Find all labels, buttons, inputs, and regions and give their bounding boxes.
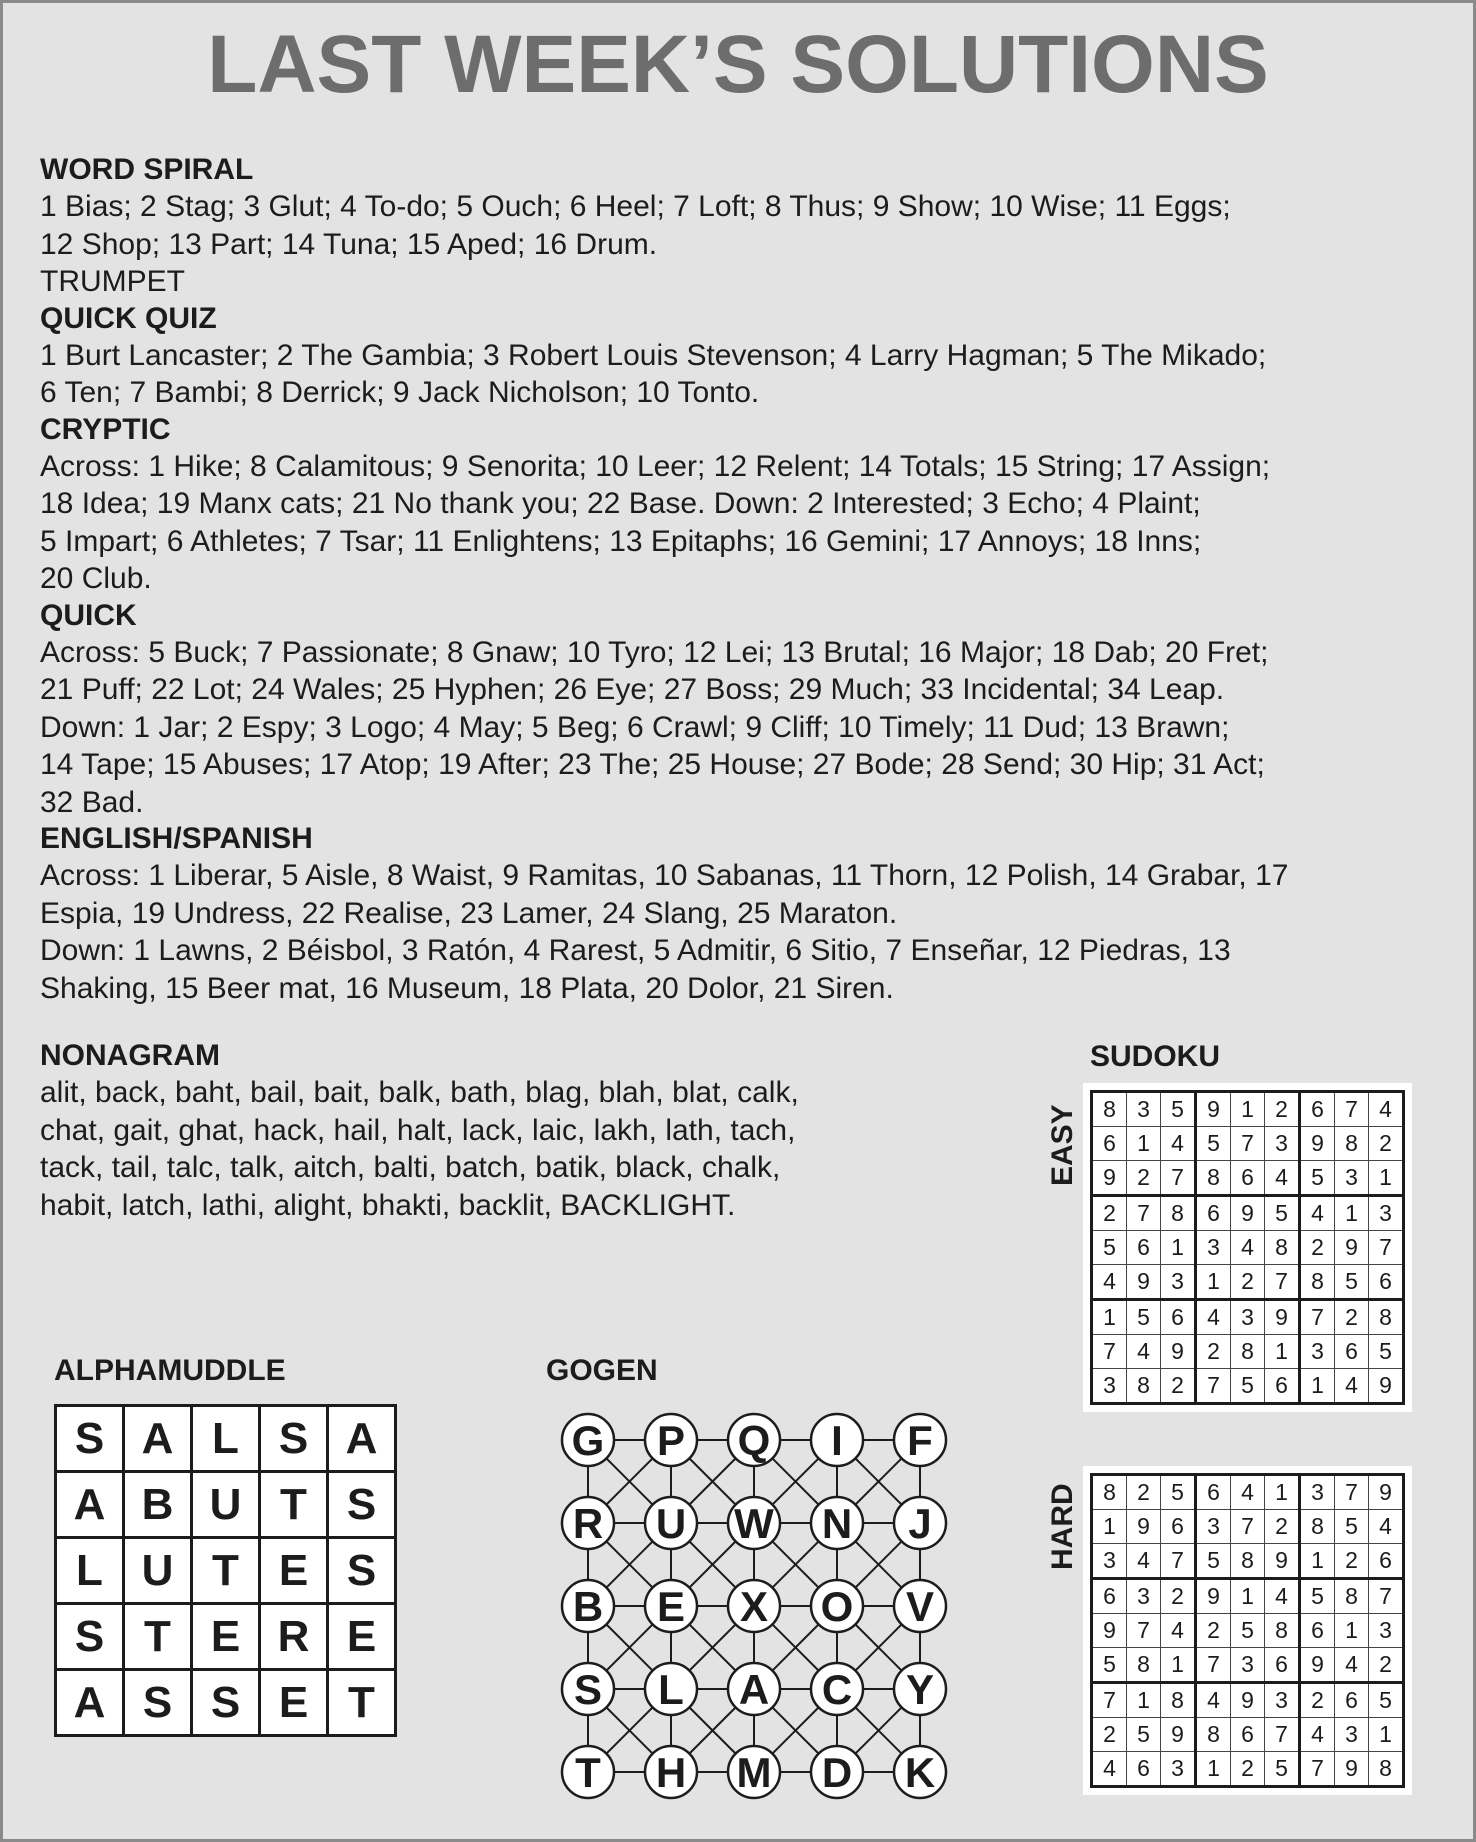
alphamuddle-cell: S (124, 1670, 192, 1736)
sudoku-cell: 9 (1265, 1544, 1300, 1579)
alphamuddle-cell: T (192, 1538, 260, 1604)
sudoku-cell: 8 (1161, 1196, 1196, 1231)
alphamuddle-cell: A (124, 1406, 192, 1472)
alphamuddle-cell: B (124, 1472, 192, 1538)
sudoku-cell: 2 (1335, 1544, 1369, 1579)
sudoku-cell: 8 (1300, 1510, 1335, 1544)
sudoku-cell: 7 (1335, 1092, 1369, 1127)
gogen-letter: R (572, 1500, 604, 1547)
sudoku-cell: 3 (1300, 1475, 1335, 1510)
sudoku-cell: 6 (1196, 1475, 1231, 1510)
sudoku-cell: 7 (1196, 1648, 1231, 1683)
sudoku-cell: 3 (1231, 1300, 1265, 1335)
sudoku-hard-panel (1083, 1466, 1412, 1795)
sudoku-cell: 3 (1335, 1718, 1369, 1752)
sudoku-cell: 4 (1161, 1127, 1196, 1161)
sudoku-cell: 3 (1265, 1127, 1300, 1161)
alphamuddle-grid (54, 1404, 397, 1737)
sudoku-cell: 5 (1300, 1161, 1335, 1196)
solutions-sections (40, 152, 1440, 1007)
sudoku-cell: 5 (1335, 1510, 1369, 1544)
gogen-letter: G (571, 1417, 605, 1464)
alphamuddle-cell: L (56, 1538, 124, 1604)
sudoku-cell: 8 (1265, 1614, 1300, 1648)
sudoku-cell: 3 (1369, 1196, 1404, 1231)
sudoku-cell: 4 (1161, 1614, 1196, 1648)
sudoku-cell: 1 (1369, 1161, 1404, 1196)
alphamuddle-cell: A (56, 1670, 124, 1736)
sudoku-cell: 7 (1092, 1683, 1127, 1718)
sudoku-cell: 9 (1196, 1579, 1231, 1614)
page-title: LAST WEEK’S SOLUTIONS (207, 19, 1269, 110)
sudoku-cell: 9 (1161, 1718, 1196, 1752)
sudoku-cell: 9 (1265, 1300, 1300, 1335)
sudoku-cell: 6 (1161, 1300, 1196, 1335)
gogen-letter: K (904, 1749, 936, 1796)
sudoku-cell: 7 (1231, 1510, 1265, 1544)
sudoku-cell: 3 (1196, 1231, 1231, 1265)
alphamuddle-cell: S (328, 1472, 396, 1538)
sudoku-cell: 2 (1335, 1300, 1369, 1335)
alphamuddle-cell: T (260, 1472, 328, 1538)
sudoku-cell: 2 (1127, 1475, 1161, 1510)
alphamuddle-cell: U (124, 1538, 192, 1604)
gogen-letter: Q (737, 1417, 771, 1464)
sudoku-cell: 3 (1231, 1648, 1265, 1683)
sudoku-cell: 8 (1300, 1265, 1335, 1300)
gogen-letter: Y (905, 1666, 935, 1713)
sudoku-cell: 2 (1196, 1335, 1231, 1369)
sudoku-cell: 2 (1369, 1648, 1404, 1683)
gogen-letter: B (572, 1583, 604, 1630)
gogen-letter: V (905, 1583, 935, 1630)
sudoku-cell: 8 (1335, 1127, 1369, 1161)
sudoku-cell: 5 (1231, 1614, 1265, 1648)
sudoku-cell: 4 (1196, 1300, 1231, 1335)
alphamuddle-cell: E (260, 1538, 328, 1604)
sudoku-cell: 4 (1369, 1092, 1404, 1127)
sudoku-cell: 1 (1265, 1475, 1300, 1510)
section-line: 20 Club. (40, 562, 152, 595)
sudoku-cell: 9 (1300, 1648, 1335, 1683)
sudoku-cell: 1 (1265, 1335, 1300, 1369)
sudoku-cell: 6 (1161, 1510, 1196, 1544)
sudoku-cell: 2 (1369, 1127, 1404, 1161)
sudoku-cell: 6 (1127, 1752, 1161, 1787)
section-line: Shaking, 15 Beer mat, 16 Museum, 18 Plata, 20 Dolor, 21 Siren. (40, 971, 894, 1005)
sudoku-cell: 1 (1335, 1614, 1369, 1648)
sudoku-heading: SUDOKU (1090, 1040, 1221, 1073)
sudoku-cell: 1 (1092, 1300, 1127, 1335)
alphamuddle-cell: S (192, 1670, 260, 1736)
gogen-letter: X (739, 1583, 769, 1630)
sudoku-easy-label: EASY (1046, 1104, 1079, 1186)
section-line: 32 Bad. (40, 785, 144, 819)
sudoku-cell: 1 (1092, 1510, 1127, 1544)
sudoku-cell: 1 (1196, 1752, 1231, 1787)
sudoku-cell: 7 (1231, 1127, 1265, 1161)
sudoku-cell: 3 (1092, 1369, 1127, 1404)
sudoku-cell: 6 (1127, 1231, 1161, 1265)
gogen-letter: U (655, 1500, 687, 1547)
alphamuddle-cell: S (56, 1604, 124, 1670)
sudoku-cell: 1 (1335, 1196, 1369, 1231)
sudoku-cell: 4 (1369, 1510, 1404, 1544)
sudoku-cell: 1 (1231, 1579, 1265, 1614)
sudoku-cell: 1 (1300, 1369, 1335, 1404)
sudoku-cell: 6 (1335, 1683, 1369, 1718)
sudoku-cell: 5 (1335, 1265, 1369, 1300)
sudoku-cell: 7 (1265, 1265, 1300, 1300)
sudoku-cell: 9 (1231, 1196, 1265, 1231)
sudoku-cell: 5 (1196, 1544, 1231, 1579)
sudoku-cell: 3 (1300, 1335, 1335, 1369)
section-heading: QUICK (40, 598, 137, 632)
sudoku-cell: 8 (1335, 1579, 1369, 1614)
sudoku-cell: 9 (1127, 1265, 1161, 1300)
sudoku-cell: 2 (1231, 1752, 1265, 1787)
gogen-letter: L (658, 1666, 684, 1713)
sudoku-cell: 3 (1196, 1510, 1231, 1544)
sudoku-cell: 4 (1196, 1683, 1231, 1718)
sudoku-cell: 9 (1161, 1335, 1196, 1369)
gogen-grid (548, 1400, 948, 1800)
sudoku-cell: 7 (1300, 1300, 1335, 1335)
sudoku-cell: 7 (1127, 1196, 1161, 1231)
sudoku-easy-grid (1090, 1090, 1405, 1405)
sudoku-easy-panel (1083, 1083, 1412, 1412)
section-line: 14 Tape; 15 Abuses; 17 Atop; 19 After; 23 The; 25 House; 27 Bode; 28 Send; 30 Hip; 31 Act; (40, 748, 1265, 781)
sudoku-cell: 7 (1196, 1369, 1231, 1404)
sudoku-cell: 2 (1161, 1579, 1196, 1614)
section-line: 1 Bias; 2 Stag; 3 Glut; 4 To-do; 5 Ouch; 6 Heel; 7 Loft; 8 Thus; 9 Show; 10 Wise; 11 Eggs; (40, 190, 1231, 223)
sudoku-cell: 9 (1231, 1683, 1265, 1718)
sudoku-cell: 9 (1092, 1161, 1127, 1196)
gogen-letter: N (821, 1500, 853, 1547)
sudoku-cell: 5 (1127, 1300, 1161, 1335)
sudoku-cell: 6 (1369, 1544, 1404, 1579)
sudoku-cell: 2 (1092, 1196, 1127, 1231)
gogen-letter: A (738, 1666, 770, 1713)
sudoku-cell: 5 (1161, 1092, 1196, 1127)
nonagram-heading: NONAGRAM (40, 1039, 220, 1072)
section-line: TRUMPET (40, 265, 185, 298)
alphamuddle-cell: E (192, 1604, 260, 1670)
sudoku-cell: 4 (1092, 1265, 1127, 1300)
sudoku-cell: 4 (1265, 1579, 1300, 1614)
section-line: 12 Shop; 13 Part; 14 Tuna; 15 Aped; 16 Drum. (40, 227, 658, 261)
sudoku-cell: 3 (1092, 1544, 1127, 1579)
sudoku-cell: 8 (1092, 1092, 1127, 1127)
sudoku-cell: 5 (1369, 1335, 1404, 1369)
alphamuddle-cell: L (192, 1406, 260, 1472)
section-heading: WORD SPIRAL (40, 153, 254, 186)
sudoku-cell: 8 (1369, 1752, 1404, 1787)
sudoku-cell: 4 (1127, 1544, 1161, 1579)
sudoku-cell: 1 (1127, 1127, 1161, 1161)
sudoku-cell: 6 (1300, 1092, 1335, 1127)
sudoku-cell: 1 (1161, 1231, 1196, 1265)
sudoku-cell: 6 (1092, 1579, 1127, 1614)
sudoku-cell: 5 (1092, 1231, 1127, 1265)
alphamuddle-cell: E (328, 1604, 396, 1670)
sudoku-cell: 9 (1335, 1752, 1369, 1787)
sudoku-cell: 4 (1231, 1231, 1265, 1265)
sudoku-cell: 4 (1265, 1161, 1300, 1196)
nonagram-section (40, 1038, 960, 1224)
sudoku-cell: 5 (1265, 1196, 1300, 1231)
sudoku-cell: 1 (1196, 1265, 1231, 1300)
section-line: Across: 1 Liberar, 5 Aisle, 8 Waist, 9 Ramitas, 10 Sabanas, 11 Thorn, 12 Polish, 14 Grabar, 17 (40, 859, 1289, 892)
alphamuddle-cell: S (260, 1406, 328, 1472)
gogen-letter: T (575, 1749, 601, 1796)
sudoku-cell: 4 (1231, 1475, 1265, 1510)
sudoku-cell: 9 (1196, 1092, 1231, 1127)
sudoku-cell: 2 (1127, 1161, 1161, 1196)
gogen-letter: O (820, 1583, 854, 1630)
nonagram-line: tack, tail, talc, talk, aitch, balti, batch, batik, black, chalk, (40, 1151, 781, 1184)
nonagram-line: alit, back, baht, bail, bait, balk, bath, blag, blah, blat, calk, (40, 1076, 799, 1109)
sudoku-cell: 2 (1300, 1683, 1335, 1718)
sudoku-cell: 8 (1196, 1718, 1231, 1752)
sudoku-cell: 8 (1231, 1544, 1265, 1579)
sudoku-cell: 6 (1231, 1718, 1265, 1752)
sudoku-cell: 8 (1196, 1161, 1231, 1196)
sudoku-cell: 7 (1335, 1475, 1369, 1510)
sudoku-cell: 9 (1335, 1231, 1369, 1265)
sudoku-cell: 1 (1300, 1544, 1335, 1579)
sudoku-cell: 4 (1127, 1335, 1161, 1369)
sudoku-cell: 4 (1300, 1718, 1335, 1752)
alphamuddle-cell: U (192, 1472, 260, 1538)
sudoku-cell: 3 (1127, 1092, 1161, 1127)
alphamuddle-cell: A (56, 1472, 124, 1538)
sudoku-cell: 2 (1300, 1231, 1335, 1265)
gogen-letter: F (907, 1417, 933, 1464)
sudoku-cell: 8 (1265, 1231, 1300, 1265)
section-heading: QUICK QUIZ (40, 301, 217, 335)
alphamuddle-cell: S (56, 1406, 124, 1472)
alphamuddle-cell: T (328, 1670, 396, 1736)
section-line: Across: 1 Hike; 8 Calamitous; 9 Senorita; 10 Leer; 12 Relent; 14 Totals; 15 String; 17 Assign; (40, 449, 1271, 483)
sudoku-cell: 6 (1300, 1614, 1335, 1648)
sudoku-cell: 2 (1161, 1369, 1196, 1404)
gogen-letter: P (656, 1417, 686, 1464)
sudoku-cell: 7 (1300, 1752, 1335, 1787)
sudoku-cell: 6 (1196, 1196, 1231, 1231)
sudoku-cell: 9 (1369, 1369, 1404, 1404)
sudoku-cell: 7 (1127, 1614, 1161, 1648)
alphamuddle-cell: E (260, 1670, 328, 1736)
sudoku-cell: 7 (1265, 1718, 1300, 1752)
sudoku-cell: 7 (1161, 1544, 1196, 1579)
sudoku-cell: 5 (1161, 1475, 1196, 1510)
sudoku-cell: 2 (1196, 1614, 1231, 1648)
sudoku-cell: 8 (1092, 1475, 1127, 1510)
sudoku-cell: 3 (1127, 1579, 1161, 1614)
gogen-letter: J (908, 1500, 932, 1547)
sudoku-cell: 8 (1369, 1300, 1404, 1335)
sudoku-cell: 9 (1369, 1475, 1404, 1510)
gogen-heading: GOGEN (546, 1354, 658, 1387)
sudoku-cell: 3 (1161, 1265, 1196, 1300)
sudoku-cell: 3 (1335, 1161, 1369, 1196)
sudoku-cell: 5 (1092, 1648, 1127, 1683)
section-line: 5 Impart; 6 Athletes; 7 Tsar; 11 Enlightens; 13 Epitaphs; 16 Gemini; 17 Annoys; 18 Inns; (40, 524, 1202, 558)
sudoku-cell: 3 (1161, 1752, 1196, 1787)
sudoku-cell: 8 (1127, 1369, 1161, 1404)
alphamuddle-heading: ALPHAMUDDLE (54, 1354, 286, 1387)
sudoku-cell: 1 (1231, 1092, 1265, 1127)
alphamuddle-cell: T (124, 1604, 192, 1670)
sudoku-cell: 3 (1369, 1614, 1404, 1648)
sudoku-cell: 5 (1196, 1127, 1231, 1161)
alphamuddle-cell: S (328, 1538, 396, 1604)
sudoku-hard-label: HARD (1046, 1483, 1079, 1570)
sudoku-cell: 9 (1092, 1614, 1127, 1648)
section-line: Down: 1 Lawns, 2 Béisbol, 3 Ratón, 4 Rarest, 5 Admitir, 6 Sitio, 7 Enseñar, 12 Piedras, 13 (40, 934, 1231, 967)
sudoku-cell: 4 (1300, 1196, 1335, 1231)
sudoku-cell: 4 (1335, 1648, 1369, 1683)
sudoku-cell: 6 (1231, 1161, 1265, 1196)
gogen-letter: I (831, 1417, 843, 1464)
section-line: 21 Puff; 22 Lot; 24 Wales; 25 Hyphen; 26 Eye; 27 Boss; 29 Much; 33 Incidental; 34 Leap. (40, 673, 1225, 706)
sudoku-hard-grid (1090, 1473, 1405, 1788)
gogen-letter: S (573, 1666, 603, 1713)
sudoku-cell: 5 (1231, 1369, 1265, 1404)
section-heading: CRYPTIC (40, 412, 171, 446)
sudoku-cell: 6 (1369, 1265, 1404, 1300)
sudoku-cell: 4 (1335, 1369, 1369, 1404)
sudoku-cell: 5 (1265, 1752, 1300, 1787)
sudoku-cell: 6 (1265, 1369, 1300, 1404)
nonagram-line: chat, gait, ghat, hack, hail, halt, lack, laic, lakh, lath, tach, (40, 1113, 796, 1147)
sudoku-cell: 9 (1300, 1127, 1335, 1161)
sudoku-cell: 2 (1265, 1510, 1300, 1544)
sudoku-cell: 7 (1369, 1579, 1404, 1614)
alphamuddle-cell: A (328, 1406, 396, 1472)
gogen-letter: H (655, 1749, 687, 1796)
gogen-letter: M (736, 1749, 772, 1796)
sudoku-cell: 2 (1231, 1265, 1265, 1300)
sudoku-cell: 2 (1092, 1718, 1127, 1752)
section-line: Across: 5 Buck; 7 Passionate; 8 Gnaw; 10 Tyro; 12 Lei; 13 Brutal; 16 Major; 18 Dab; 20 Fret; (40, 635, 1269, 669)
gogen-letter: D (821, 1749, 853, 1796)
sudoku-cell: 1 (1161, 1648, 1196, 1683)
sudoku-cell: 5 (1300, 1579, 1335, 1614)
gogen-letter: W (734, 1500, 774, 1547)
sudoku-cell: 8 (1127, 1648, 1161, 1683)
sudoku-cell: 8 (1231, 1335, 1265, 1369)
sudoku-cell: 1 (1369, 1718, 1404, 1752)
sudoku-cell: 5 (1369, 1683, 1404, 1718)
sudoku-cell: 2 (1265, 1092, 1300, 1127)
sudoku-cell: 7 (1369, 1231, 1404, 1265)
gogen-letter: C (821, 1666, 853, 1713)
sudoku-cell: 7 (1161, 1161, 1196, 1196)
section-heading: ENGLISH/SPANISH (40, 822, 313, 855)
section-line: Espia, 19 Undress, 22 Realise, 23 Lamer, 24 Slang, 25 Maraton. (40, 896, 898, 930)
sudoku-cell: 9 (1127, 1510, 1161, 1544)
sudoku-cell: 3 (1265, 1683, 1300, 1718)
sudoku-cell: 4 (1092, 1752, 1127, 1787)
gogen-letter: E (656, 1583, 686, 1630)
sudoku-cell: 1 (1127, 1683, 1161, 1718)
nonagram-line: habit, latch, lathi, alight, bhakti, backlit, BACKLIGHT. (40, 1188, 736, 1222)
sudoku-cell: 6 (1335, 1335, 1369, 1369)
section-line: 18 Idea; 19 Manx cats; 21 No thank you; 22 Base. Down: 2 Interested; 3 Echo; 4 Plaint; (40, 487, 1201, 520)
section-line: 1 Burt Lancaster; 2 The Gambia; 3 Robert Louis Stevenson; 4 Larry Hagman; 5 The Mikado; (40, 338, 1267, 372)
section-line: Down: 1 Jar; 2 Espy; 3 Logo; 4 May; 5 Beg; 6 Crawl; 9 Cliff; 10 Timely; 11 Dud; 13 Brawn; (40, 710, 1230, 744)
sudoku-cell: 8 (1161, 1683, 1196, 1718)
alphamuddle-cell: R (260, 1604, 328, 1670)
sudoku-cell: 5 (1127, 1718, 1161, 1752)
sudoku-cell: 6 (1092, 1127, 1127, 1161)
sudoku-cell: 7 (1092, 1335, 1127, 1369)
section-line: 6 Ten; 7 Bambi; 8 Derrick; 9 Jack Nicholson; 10 Tonto. (40, 376, 760, 409)
sudoku-cell: 6 (1265, 1648, 1300, 1683)
